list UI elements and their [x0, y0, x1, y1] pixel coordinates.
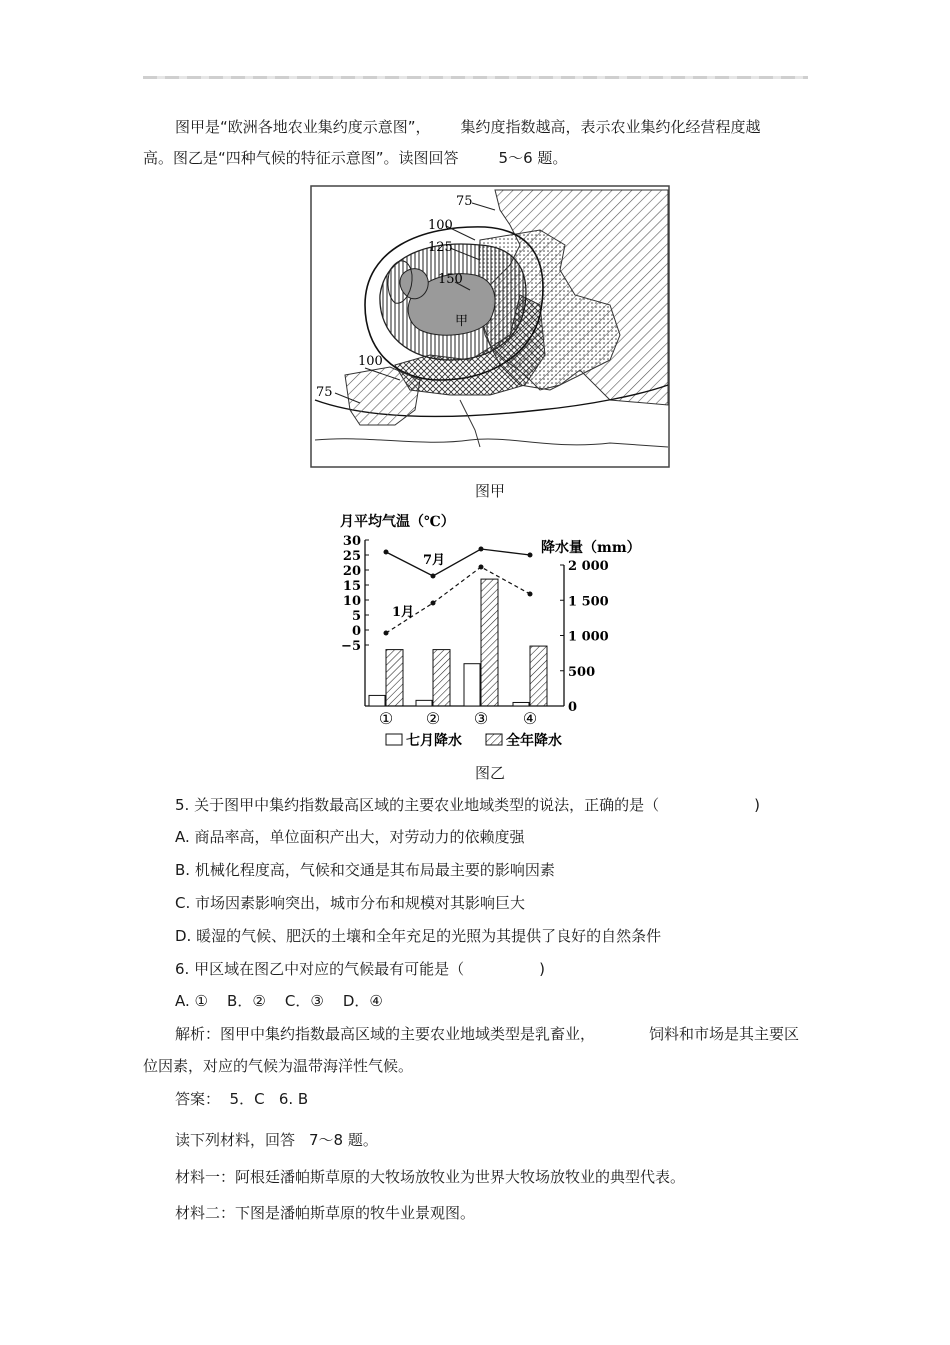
legend-july-label: 七月降水	[406, 733, 462, 749]
left-tick-label: 20	[342, 564, 361, 579]
analysis-line1-b: 饲料和市场是其主要区	[649, 1025, 800, 1043]
january-point	[431, 601, 436, 606]
climate-chart-figure	[336, 510, 646, 750]
left-tick-label: −5	[341, 639, 361, 654]
bar-july-precip	[464, 664, 480, 706]
legend-year-label: 全年降水	[506, 733, 562, 749]
isoline-label-125: 125	[428, 240, 453, 255]
bar-july-precip	[513, 702, 529, 706]
jan-line-label: 1月	[392, 605, 415, 620]
intro-line2-b: 5～6 题。	[498, 149, 568, 167]
next-intro-b: 7～8 题。	[309, 1131, 378, 1149]
legend-year-swatch	[486, 734, 502, 745]
region-jia-label: 甲	[455, 314, 469, 329]
bar-annual-precip	[481, 579, 498, 706]
category-label: ④	[522, 709, 538, 728]
isoline-label-150: 150	[438, 272, 463, 287]
analysis-line1	[143, 1019, 808, 1050]
left-tick-label: 10	[342, 594, 361, 609]
july-point	[479, 547, 484, 552]
q6-stem-text: 6. 甲区域在图乙中对应的气候最有可能是（	[175, 960, 465, 978]
intro-line1-b: 集约度指数越高，表示农业集约化经营程度越	[460, 118, 761, 136]
right-tick-label: 2 000	[568, 559, 609, 574]
q5-stem	[143, 790, 808, 821]
bar-annual-precip	[530, 646, 547, 706]
isoline-label-75-south: 75	[316, 385, 333, 400]
answer-line: 答案： 5．C 6. B	[175, 1090, 309, 1108]
q5-stem-text: 5. 关于图甲中集约指数最高区域的主要农业地域类型的说法，正确的是（	[175, 796, 660, 814]
july-point	[431, 574, 436, 579]
right-tick-label: 500	[568, 664, 596, 680]
next-intro	[143, 1125, 808, 1156]
europe-map	[310, 185, 670, 468]
q6-close: )	[539, 960, 545, 978]
q6-options: A. ① B．② C．③ D．④	[175, 992, 383, 1010]
q5-option-b: B. 机械化程度高，气候和交通是其布局最主要的影响因素	[175, 861, 555, 879]
bar-annual-precip	[386, 650, 403, 706]
left-axis-title: 月平均气温（℃）	[340, 514, 455, 530]
material-one: 材料一：阿根廷潘帕斯草原的大牧场放牧业为世界大牧场放牧业的典型代表。	[175, 1168, 686, 1186]
july-point	[528, 553, 533, 558]
january-point	[479, 565, 484, 570]
header-rule	[143, 76, 808, 79]
isoline-label-75-north: 75	[456, 194, 473, 209]
right-tick-label: 1 000	[568, 629, 609, 645]
q5-option-d: D. 暖湿的气候、肥沃的土壤和全年充足的光照为其提供了良好的自然条件	[175, 927, 662, 945]
analysis-line2: 位因素，对应的气候为温带海洋性气候。	[143, 1057, 414, 1075]
left-tick-label: 25	[342, 549, 361, 564]
next-intro-a: 读下列材料，回答	[175, 1131, 296, 1149]
july-point	[384, 550, 389, 555]
europe-map-figure	[310, 185, 670, 468]
right-tick-label: 0	[568, 700, 578, 715]
category-label: ③	[473, 709, 489, 728]
bar-july-precip	[369, 695, 385, 706]
left-tick-label: 30	[342, 534, 361, 549]
isoline-label-100-south: 100	[358, 354, 383, 369]
right-axis-title: 降水量（mm）	[541, 540, 641, 556]
january-point	[528, 592, 533, 597]
left-tick-label: 0	[351, 624, 361, 639]
intro-paragraph	[143, 112, 808, 143]
q5-option-a: A. 商品率高，单位面积产出大，对劳动力的依赖度强	[175, 828, 525, 846]
july-line-label: 7月	[423, 553, 446, 568]
bar-july-precip	[416, 700, 432, 706]
legend-july-swatch	[386, 734, 402, 745]
climate-chart	[336, 510, 646, 750]
chart-caption: 图乙	[474, 764, 505, 782]
january-point	[384, 631, 389, 636]
intro-line2-a: 高。图乙是“四种气候的特征示意图”。读图回答	[143, 149, 459, 167]
q5-close: )	[754, 796, 760, 814]
isoline-label-100-north: 100	[428, 218, 453, 233]
right-tick-label: 1 500	[568, 594, 609, 610]
intro-line1-a: 图甲是“欧洲各地农业集约度示意图”，	[175, 118, 431, 136]
map-caption: 图甲	[474, 482, 505, 500]
category-label: ②	[425, 709, 441, 728]
left-tick-label: 5	[351, 609, 361, 624]
intro-line2	[143, 143, 808, 174]
category-label: ①	[378, 709, 394, 728]
q6-stem	[143, 954, 808, 985]
material-two: 材料二：下图是潘帕斯草原的牧牛业景观图。	[175, 1204, 476, 1222]
analysis-line1-a: 解析：图甲中集约指数最高区域的主要农业地域类型是乳畜业，	[175, 1025, 596, 1043]
q5-option-c: C. 市场因素影响突出，城市分布和规模对其影响巨大	[175, 894, 526, 912]
left-tick-label: 15	[342, 579, 361, 594]
bar-annual-precip	[433, 650, 450, 706]
